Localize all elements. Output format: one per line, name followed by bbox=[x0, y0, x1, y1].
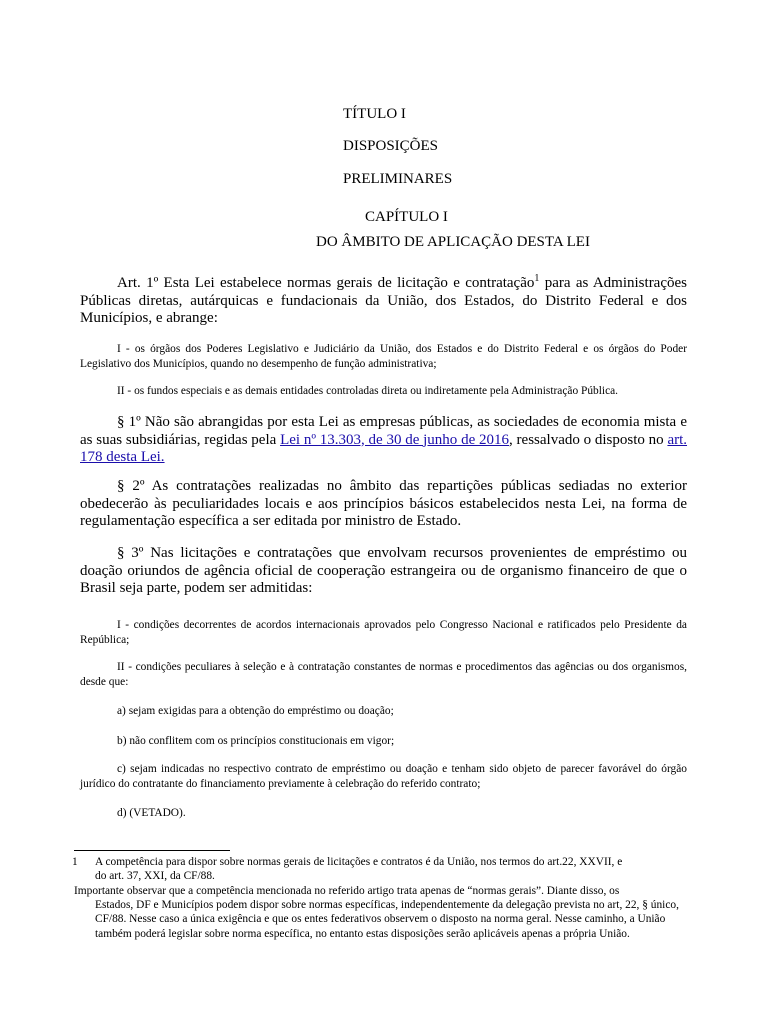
paragraph-2 bbox=[80, 478, 687, 531]
footnote-line-1: A competência para dispor sobre normas gerais de licitações e contratos é da União, nos termos do art.22, XXVII, e bbox=[95, 856, 623, 868]
footnote-line-2: do art. 37, XXI, da CF/88. bbox=[95, 870, 215, 882]
paragraph-3-inciso-ii bbox=[80, 660, 687, 689]
heading-preliminares: PRELIMINARES bbox=[343, 171, 453, 187]
art-1-inciso-i-text: I - os órgãos dos Poderes Legislativo e Judiciário da União, dos Estados e do Distrito Federal e os órgãos do Poder Legislativo dos Municípios, quando no desempenho de função administrativa; bbox=[80, 343, 687, 370]
paragraph-3-inciso-ii-text: II - condições peculiares à seleção e à contratação constantes de normas e procedimentos das agências ou dos organismos, desde que: bbox=[80, 661, 687, 688]
footnote-separator bbox=[74, 850, 230, 851]
footnote-note-rest: Estados, DF e Municípios podem dispor sobre normas específicas, independentemente da delegação prevista no art, 22, § único, CF/88. Nesse caso a única exigência e que os entes federativos observem o disposto na norma geral. Nesse caminho, a União também poderá legislar sobre norma específica, no entanto estas disposições serão aplicáveis apenas a própria União. bbox=[95, 899, 679, 940]
paragraph-1-text-before: § 1º Não são abrangidas por esta Lei as empresas públicas, as sociedades de economia mista e as suas subsidiárias, regidas pela bbox=[80, 414, 687, 448]
paragraph-1-text-middle: , ressalvado o disposto no bbox=[509, 431, 668, 448]
footnote-reference[interactable]: 1 bbox=[534, 273, 540, 284]
alinea-c-text: c) sejam indicadas no respectivo contrato de empréstimo ou doação e tenham sido objeto de parecer favorável do órgão jurídico do contratante do financiamento previamente à celebração do referido contrato; bbox=[80, 763, 687, 790]
paragraph-3-inciso-i-text: I - condições decorrentes de acordos internacionais aprovados pelo Congresso Nacional e ratificados pelo Presidente da República; bbox=[80, 619, 687, 646]
footnote-number: 1 bbox=[72, 856, 78, 868]
art-1-inciso-ii bbox=[80, 384, 687, 399]
alinea-d: d) (VETADO). bbox=[117, 807, 186, 819]
art-178-link[interactable]: art. 178 desta Lei. bbox=[80, 431, 688, 465]
art-1-text-after: para as Administrações Públicas diretas, autárquicas e fundacionais da União, dos Estados, do Distrito Federal e dos Municípios, e abrange: bbox=[80, 275, 687, 326]
heading-ambito: DO ÂMBITO DE APLICAÇÃO DESTA LEI bbox=[316, 234, 590, 250]
art-1-inciso-ii-text: II - os fundos especiais e as demais entidades controladas direta ou indiretamente pela Administração Pública. bbox=[117, 385, 619, 397]
heading-titulo: TÍTULO I bbox=[343, 106, 406, 122]
paragraph-2-text: § 2º As contratações realizadas no âmbito das repartições públicas sediadas no exterior obedecerão às peculiaridades locais e aos princípios básicos estabelecidos nesta Lei, na forma de regulamentação específica a ser editada por ministro de Estado. bbox=[80, 478, 687, 529]
art-1-inciso-i bbox=[80, 342, 687, 371]
heading-capitulo: CAPÍTULO I bbox=[365, 209, 448, 225]
alinea-c bbox=[80, 762, 687, 791]
alinea-a: a) sejam exigidas para a obtenção do empréstimo ou doação; bbox=[117, 705, 394, 717]
paragraph-1 bbox=[80, 414, 687, 467]
heading-disposicoes: DISPOSIÇÕES bbox=[343, 138, 439, 154]
art-1-paragraph bbox=[80, 275, 687, 328]
art-1-text-before: Art. 1º Esta Lei estabelece normas gerais de licitação e contratação bbox=[117, 275, 535, 291]
lei-13303-link[interactable]: Lei nº 13.303, de 30 de junho de 2016 bbox=[280, 431, 510, 448]
paragraph-3 bbox=[80, 545, 687, 598]
footnote-note-first-line: Importante observar que a competência mencionada no referido artigo trata apenas de “normas gerais”. Diante disso, os bbox=[74, 885, 620, 897]
alinea-b: b) não conflitem com os princípios constitucionais em vigor; bbox=[117, 735, 395, 747]
paragraph-3-text: § 3º Nas licitações e contratações que envolvam recursos provenientes de empréstimo ou doação oriundos de agência oficial de cooperação estrangeira ou de organismo financeiro de que o Brasil seja parte, podem ser admitidas: bbox=[80, 545, 687, 596]
paragraph-3-inciso-i bbox=[80, 618, 687, 647]
